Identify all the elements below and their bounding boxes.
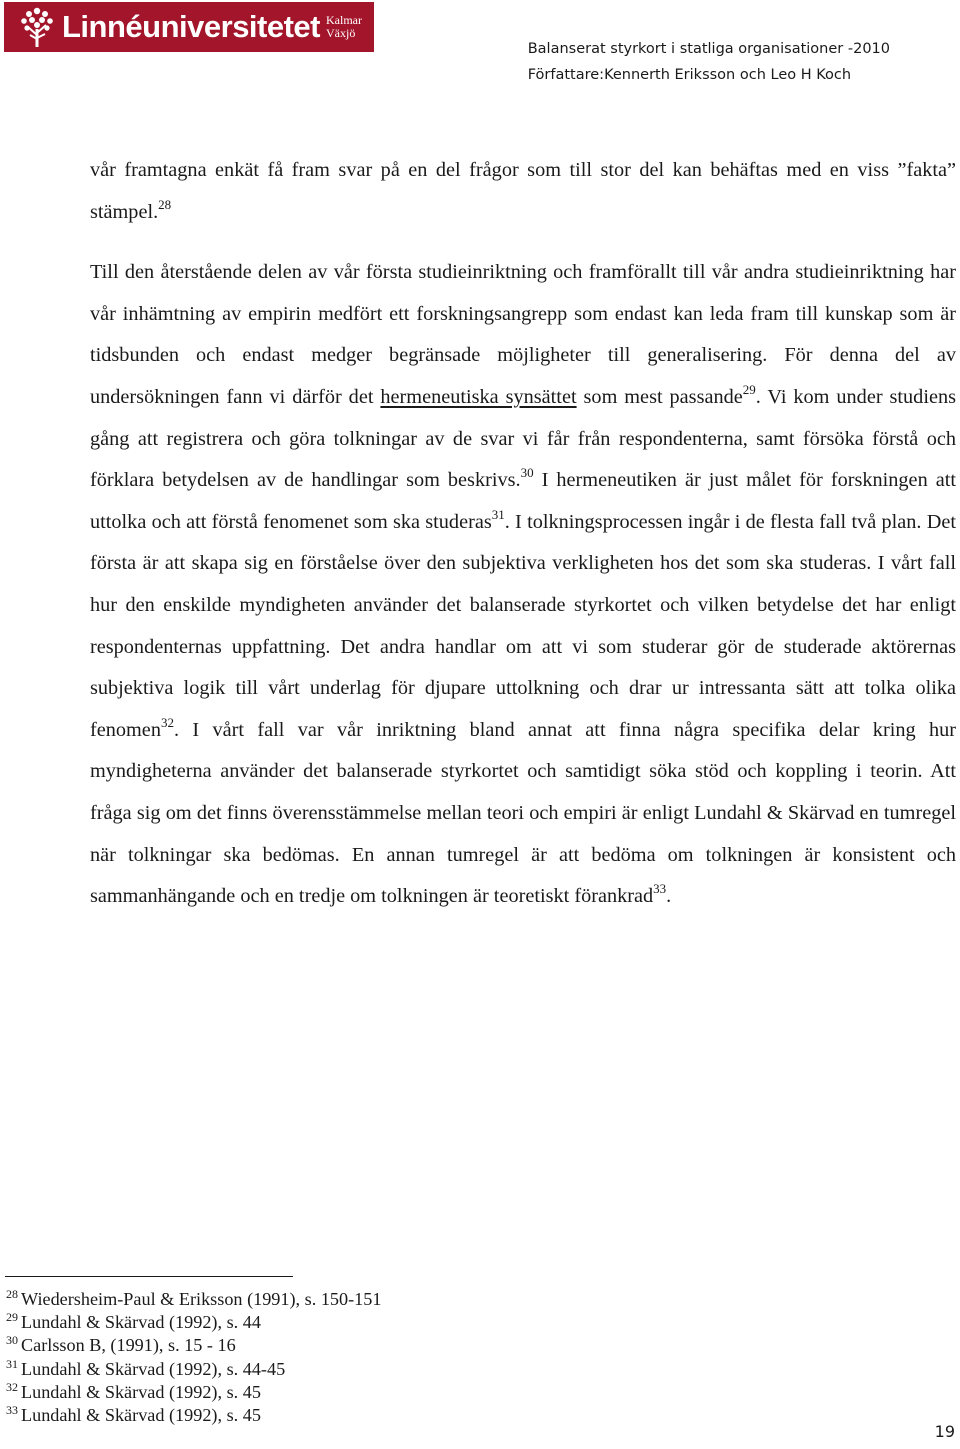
underlined-term: hermeneutiska synsättet bbox=[380, 385, 577, 408]
footnote-number: 29 bbox=[6, 1310, 18, 1325]
footnote-ref: 28 bbox=[158, 196, 172, 212]
text-run: som mest passande bbox=[576, 385, 743, 408]
footnote-ref: 30 bbox=[520, 465, 534, 481]
tree-logo-icon bbox=[18, 5, 56, 49]
footnote-item bbox=[6, 1358, 381, 1381]
logo-campus-vaxjo: Växjö bbox=[326, 26, 356, 40]
footnote-text: Lundahl & Skärvad (1992), s. 45 bbox=[21, 1405, 261, 1426]
text-run: vår framtagna enkät få fram svar på en del frågor som till stor del kan behäftas med en viss ”fakta” stämpel. bbox=[90, 159, 956, 223]
footnote-ref: 29 bbox=[742, 381, 756, 397]
footnote-text: Lundahl & Skärvad (1992), s. 44 bbox=[21, 1312, 261, 1333]
footnote-separator bbox=[5, 1276, 293, 1277]
footnote-text: Carlsson B, (1991), s. 15 - 16 bbox=[21, 1335, 236, 1356]
university-logo bbox=[4, 2, 374, 52]
footnote-item bbox=[6, 1334, 381, 1357]
footnote-text: Wiedersheim-Paul & Eriksson (1991), s. 150-151 bbox=[21, 1289, 382, 1309]
footnote-number: 31 bbox=[6, 1356, 18, 1371]
text-run: . I tolkningsprocessen ingår i de flesta fall två plan. Det första är att skapa sig en förståelse över den subjektiva verkligheten hos det som ska studeras. I vårt fall hur den enskilde myndigheten använder det balanserade styrkortet och vilken betydelse det har enligt respondenternas uppfattning. Det andra handlar om att vi som studerar gör de studerade aktörernas subjektiva logik till vårt underlag för djupare uttolkning och drar ur intressanta sätt att tolka olika fenomen bbox=[90, 510, 956, 741]
footnote-item bbox=[6, 1288, 381, 1311]
footnote-item bbox=[6, 1404, 381, 1427]
footnote-text: Lundahl & Skärvad (1992), s. 45 bbox=[21, 1381, 261, 1402]
footnote-item bbox=[6, 1311, 381, 1334]
text-run: . Vi kom under studiens gång att registrera och göra tolkningar av de svar vi får från respondenterna, samt försöka förstå och förklara betydelsen av de handlingar som beskrivs. bbox=[90, 385, 956, 492]
header-title: Balanserat styrkort i statliga organisationer -2010 bbox=[527, 41, 890, 57]
footnote-number: 30 bbox=[6, 1333, 18, 1348]
text-run: . I vårt fall var vår inriktning bland annat att finna några specifika delar kring hur myndigheterna använder det balanserade styrkortet och samtidigt söka stöd och koppling i teorin. Att fråga sig om det finns överensstämmelse mellan teori och empiri är enligt Lundahl & Skärvad en tumregel när tolkningar ska bedömas. En annan tumregel är att bedöma om tolkningen är konsistent och sammanhängande och en tredje om tolkningen är teoretiskt förankrad bbox=[90, 718, 956, 908]
footnote-text: Lundahl & Skärvad (1992), s. 44-45 bbox=[21, 1358, 286, 1379]
page-number: 19 bbox=[934, 1422, 955, 1441]
text-run: . bbox=[666, 885, 672, 908]
footnote-item bbox=[6, 1381, 381, 1404]
text-run: I hermeneutiken är just målet för forskningen att uttolka och att förstå fenomenet som ska studeras bbox=[90, 469, 957, 533]
footnote-number: 32 bbox=[6, 1379, 18, 1394]
footnotes bbox=[6, 1288, 381, 1427]
footnote-ref: 32 bbox=[160, 714, 174, 730]
running-header bbox=[528, 36, 890, 88]
footnote-ref: 31 bbox=[491, 506, 505, 522]
paragraph-1 bbox=[90, 150, 956, 233]
header-authors: Författare:Kennerth Eriksson och Leo H Koch bbox=[527, 67, 852, 83]
text-run: Till den återstående delen av vår första studieinriktning och framförallt till vår andra studieinriktning har vår inhämtning av empirin medfört ett forskningsangrepp som endast kan leda fram till kunskap som är tidsbunden och endast medger begränsade möjligheter till generalisering. För denna del av undersökningen fann vi därför det bbox=[90, 261, 956, 408]
footnote-ref: 33 bbox=[653, 881, 667, 897]
logo-wordmark: Linnéuniversitetet bbox=[62, 9, 320, 44]
paragraph-2 bbox=[90, 252, 956, 918]
logo-campus bbox=[326, 14, 362, 40]
body-text bbox=[90, 150, 956, 918]
footnote-number: 33 bbox=[6, 1403, 18, 1418]
logo-campus-kalmar: Kalmar bbox=[326, 13, 362, 27]
footnote-number: 28 bbox=[6, 1287, 18, 1301]
